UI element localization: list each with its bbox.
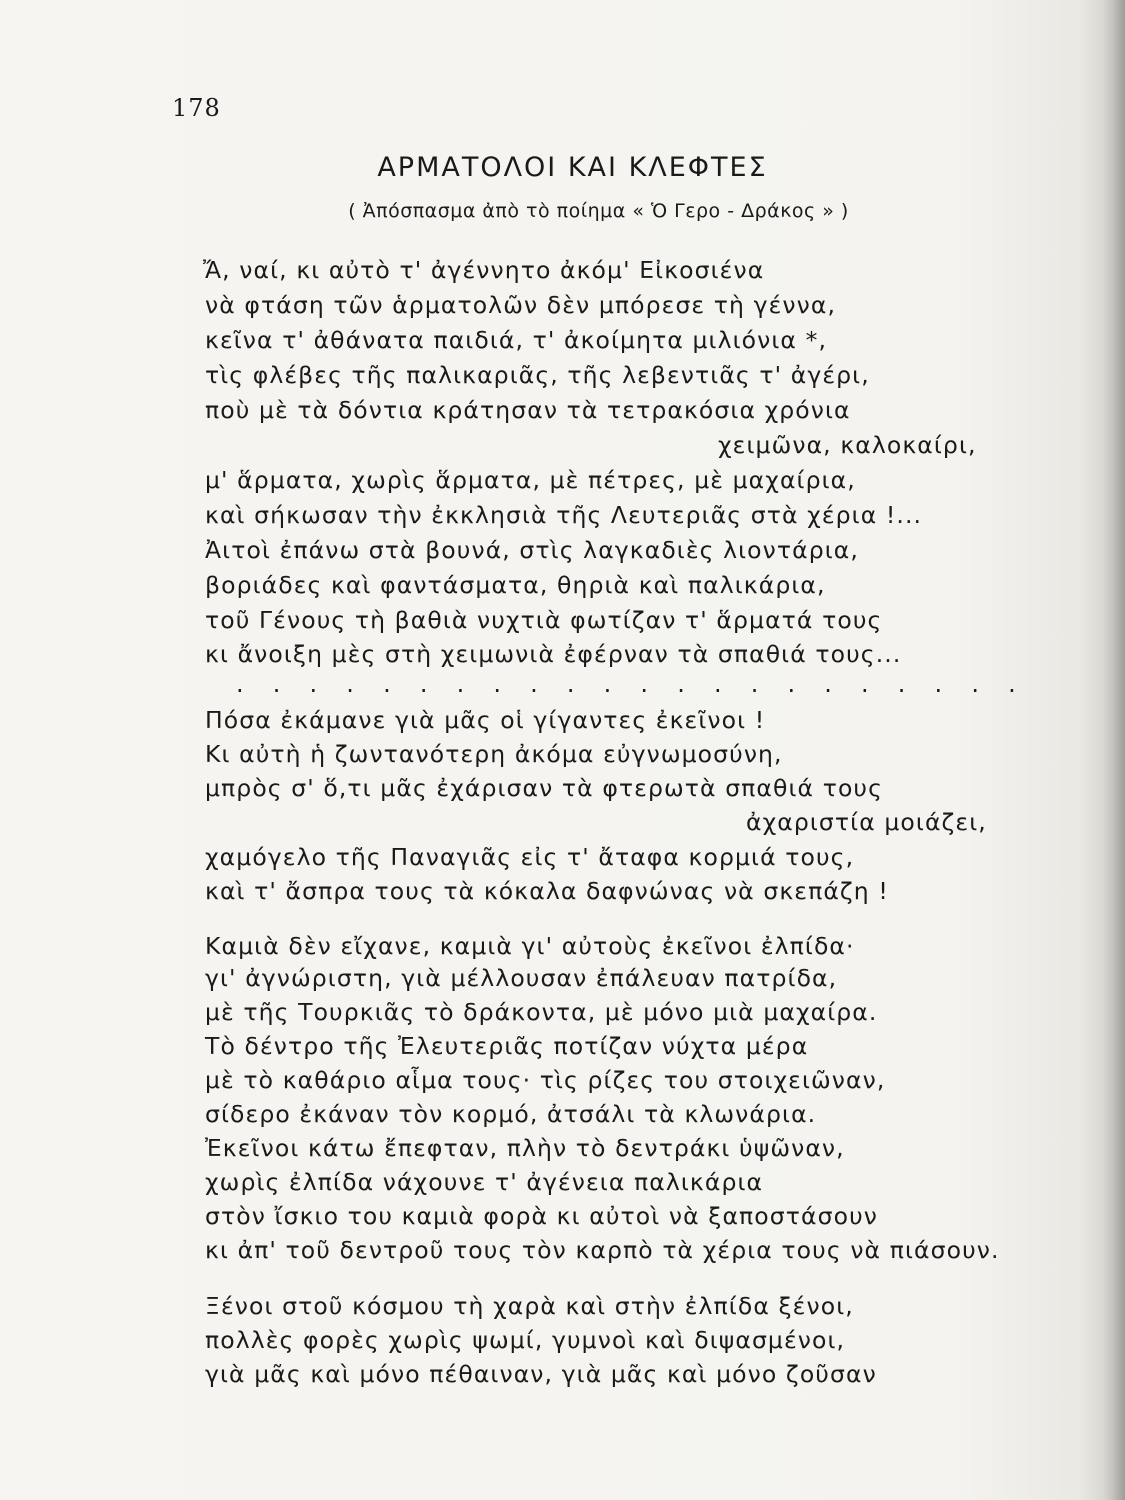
verse-line: γι' ἀγνώριστη, γιὰ μέλλουσαν ἐπάλευαν πατρίδα, — [205, 964, 838, 992]
ellipsis-row — [236, 670, 1016, 698]
ellipsis-dot: . — [971, 670, 979, 698]
ellipsis-dot: . — [1008, 670, 1016, 698]
ellipsis-dot: . — [787, 670, 796, 698]
ellipsis-dot: . — [383, 670, 391, 698]
page-number: 178 — [172, 94, 221, 122]
verse-line: Καμιὰ δὲν εἴχανε, καμιὰ γι' αὐτοὺς ἐκεῖνοι ἐλπίδα· — [205, 932, 855, 960]
verse-line: Κι αὐτὴ ἡ ζωντανότερη ἀκόμα εὐγνωμοσύνη, — [205, 740, 783, 768]
verse-line-indented: ἀχαριστία μοιάζει, — [746, 808, 987, 836]
ellipsis-dot: . — [236, 670, 244, 698]
verse-line: στὸν ἴσκιο του καμιὰ φορὰ κι αὐτοὶ νὰ ξαποστάσουν — [205, 1202, 879, 1230]
verse-line: τὶς φλέβες τῆς παλικαριᾶς, τῆς λεβεντιᾶς τ' ἀγέρι, — [205, 361, 870, 389]
verse-line-indented: χειμῶνα, καλοκαίρι, — [718, 431, 977, 459]
ellipsis-dot: . — [456, 670, 465, 698]
verse-line: καὶ τ' ἄσπρα τους τὰ κόκαλα δαφνώνας νὰ σκεπάζη ! — [205, 877, 889, 905]
ellipsis-dot: . — [530, 670, 538, 698]
ellipsis-dot: . — [750, 670, 759, 698]
verse-line: μπρὸς σ' ὅ,τι μᾶς ἐχάρισαν τὰ φτερωτὰ σπαθιά τους — [205, 774, 884, 802]
ellipsis-dot: . — [566, 670, 575, 698]
verse-line: Ἐκεῖνοι κάτω ἔπεφταν, πλὴν τὸ δεντράκι ὑψῶναν, — [205, 1134, 845, 1162]
ellipsis-dot: . — [897, 670, 906, 698]
verse-line: χαμόγελο τῆς Παναγιᾶς εἰς τ' ἄταφα κορμιά τους, — [205, 843, 855, 871]
ellipsis-dot: . — [309, 670, 318, 698]
verse-line: ποὺ μὲ τὰ δόντια κράτησαν τὰ τετρακόσια χρόνια — [205, 396, 851, 424]
verse-line: μὲ τῆς Τουρκιᾶς τὸ δράκοντα, μὲ μόνο μιὰ μαχαίρα. — [205, 998, 878, 1026]
ellipsis-dot: . — [640, 670, 649, 698]
ellipsis-dot: . — [824, 670, 832, 698]
verse-line: βοριάδες καὶ φαντάσματα, θηριὰ καὶ παλικάρια, — [205, 571, 826, 599]
verse-line: κι ἀπ' τοῦ δεντροῦ τους τὸν καρπὸ τὰ χέρια τους νὰ πιάσουν. — [205, 1236, 1000, 1264]
ellipsis-dot: . — [677, 670, 685, 698]
poem-title: ΑΡΜΑΤΟΛΟΙ ΚΑΙ ΚΛΕΦΤΕΣ — [377, 152, 768, 183]
verse-line: Ξένοι στοῦ κόσμου τὴ χαρὰ καὶ στὴν ἐλπίδα ξένοι, — [205, 1292, 854, 1320]
ellipsis-dot: . — [603, 670, 612, 698]
ellipsis-dot: . — [713, 670, 722, 698]
verse-line: χωρὶς ἐλπίδα νάχουνε τ' ἀγένεια παλικάρια — [205, 1168, 764, 1196]
verse-line: πολλὲς φορὲς χωρὶς ψωμί, γυμνοὶ καὶ διψασμένοι, — [205, 1326, 846, 1354]
verse-line: γιὰ μᾶς καὶ μόνο πέθαιναν, γιὰ μᾶς καὶ μόνο ζοῦσαν — [205, 1360, 877, 1388]
verse-line: νὰ φτάση τῶν ἁρματολῶν δὲν μπόρεσε τὴ γέννα, — [205, 291, 837, 319]
ellipsis-dot: . — [419, 670, 428, 698]
verse-line: τοῦ Γένους τὴ βαθιὰ νυχτιὰ φωτίζαν τ' ἅρματά τους — [205, 606, 883, 634]
page-edge-shadow — [1103, 0, 1125, 1500]
verse-line: κεῖνα τ' ἀθάνατα παιδιά, τ' ἀκοίμητα μιλιόνια *, — [205, 326, 828, 354]
ellipsis-dot: . — [272, 670, 281, 698]
verse-line: Ἄ, ναί, κι αὐτὸ τ' ἀγέννητο ἀκόμ' Εἰκοσιένα — [203, 256, 765, 284]
ellipsis-dot: . — [493, 670, 501, 698]
ellipsis-dot: . — [346, 670, 354, 698]
verse-line: μ' ἅρματα, χωρὶς ἅρματα, μὲ πέτρες, μὲ μαχαίρια, — [205, 466, 856, 494]
verse-line: μὲ τὸ καθάριο αἷμα τους· τὶς ρίζες του στοιχειῶναν, — [205, 1066, 886, 1094]
verse-line: κι ἄνοιξη μὲς στὴ χειμωνιὰ ἐφέρναν τὰ σπαθιά τους... — [205, 640, 902, 668]
ellipsis-dot: . — [934, 670, 943, 698]
verse-line: Τὸ δέντρο τῆς Ἐλευτεριᾶς ποτίζαν νύχτα μέρα — [205, 1032, 809, 1060]
verse-line: Ἀιτοὶ ἐπάνω στὰ βουνά, στὶς λαγκαδιὲς λιοντάρια, — [205, 536, 859, 564]
ellipsis-dot: . — [861, 670, 869, 698]
verse-line: καὶ σήκωσαν τὴν ἐκκλησιὰ τῆς Λευτεριᾶς στὰ χέρια !... — [205, 501, 923, 529]
poem-subtitle: ( Ἀπόσπασμα ἀπὸ τὸ ποίημα « Ὁ Γερο - Δράκος » ) — [348, 200, 849, 222]
verse-line: σίδερο ἐκάναν τὸν κορμό, ἀτσάλι τὰ κλωνάρια. — [205, 1100, 817, 1128]
verse-line: Πόσα ἐκάμανε γιὰ μᾶς οἱ γίγαντες ἐκεῖνοι ! — [205, 706, 766, 734]
